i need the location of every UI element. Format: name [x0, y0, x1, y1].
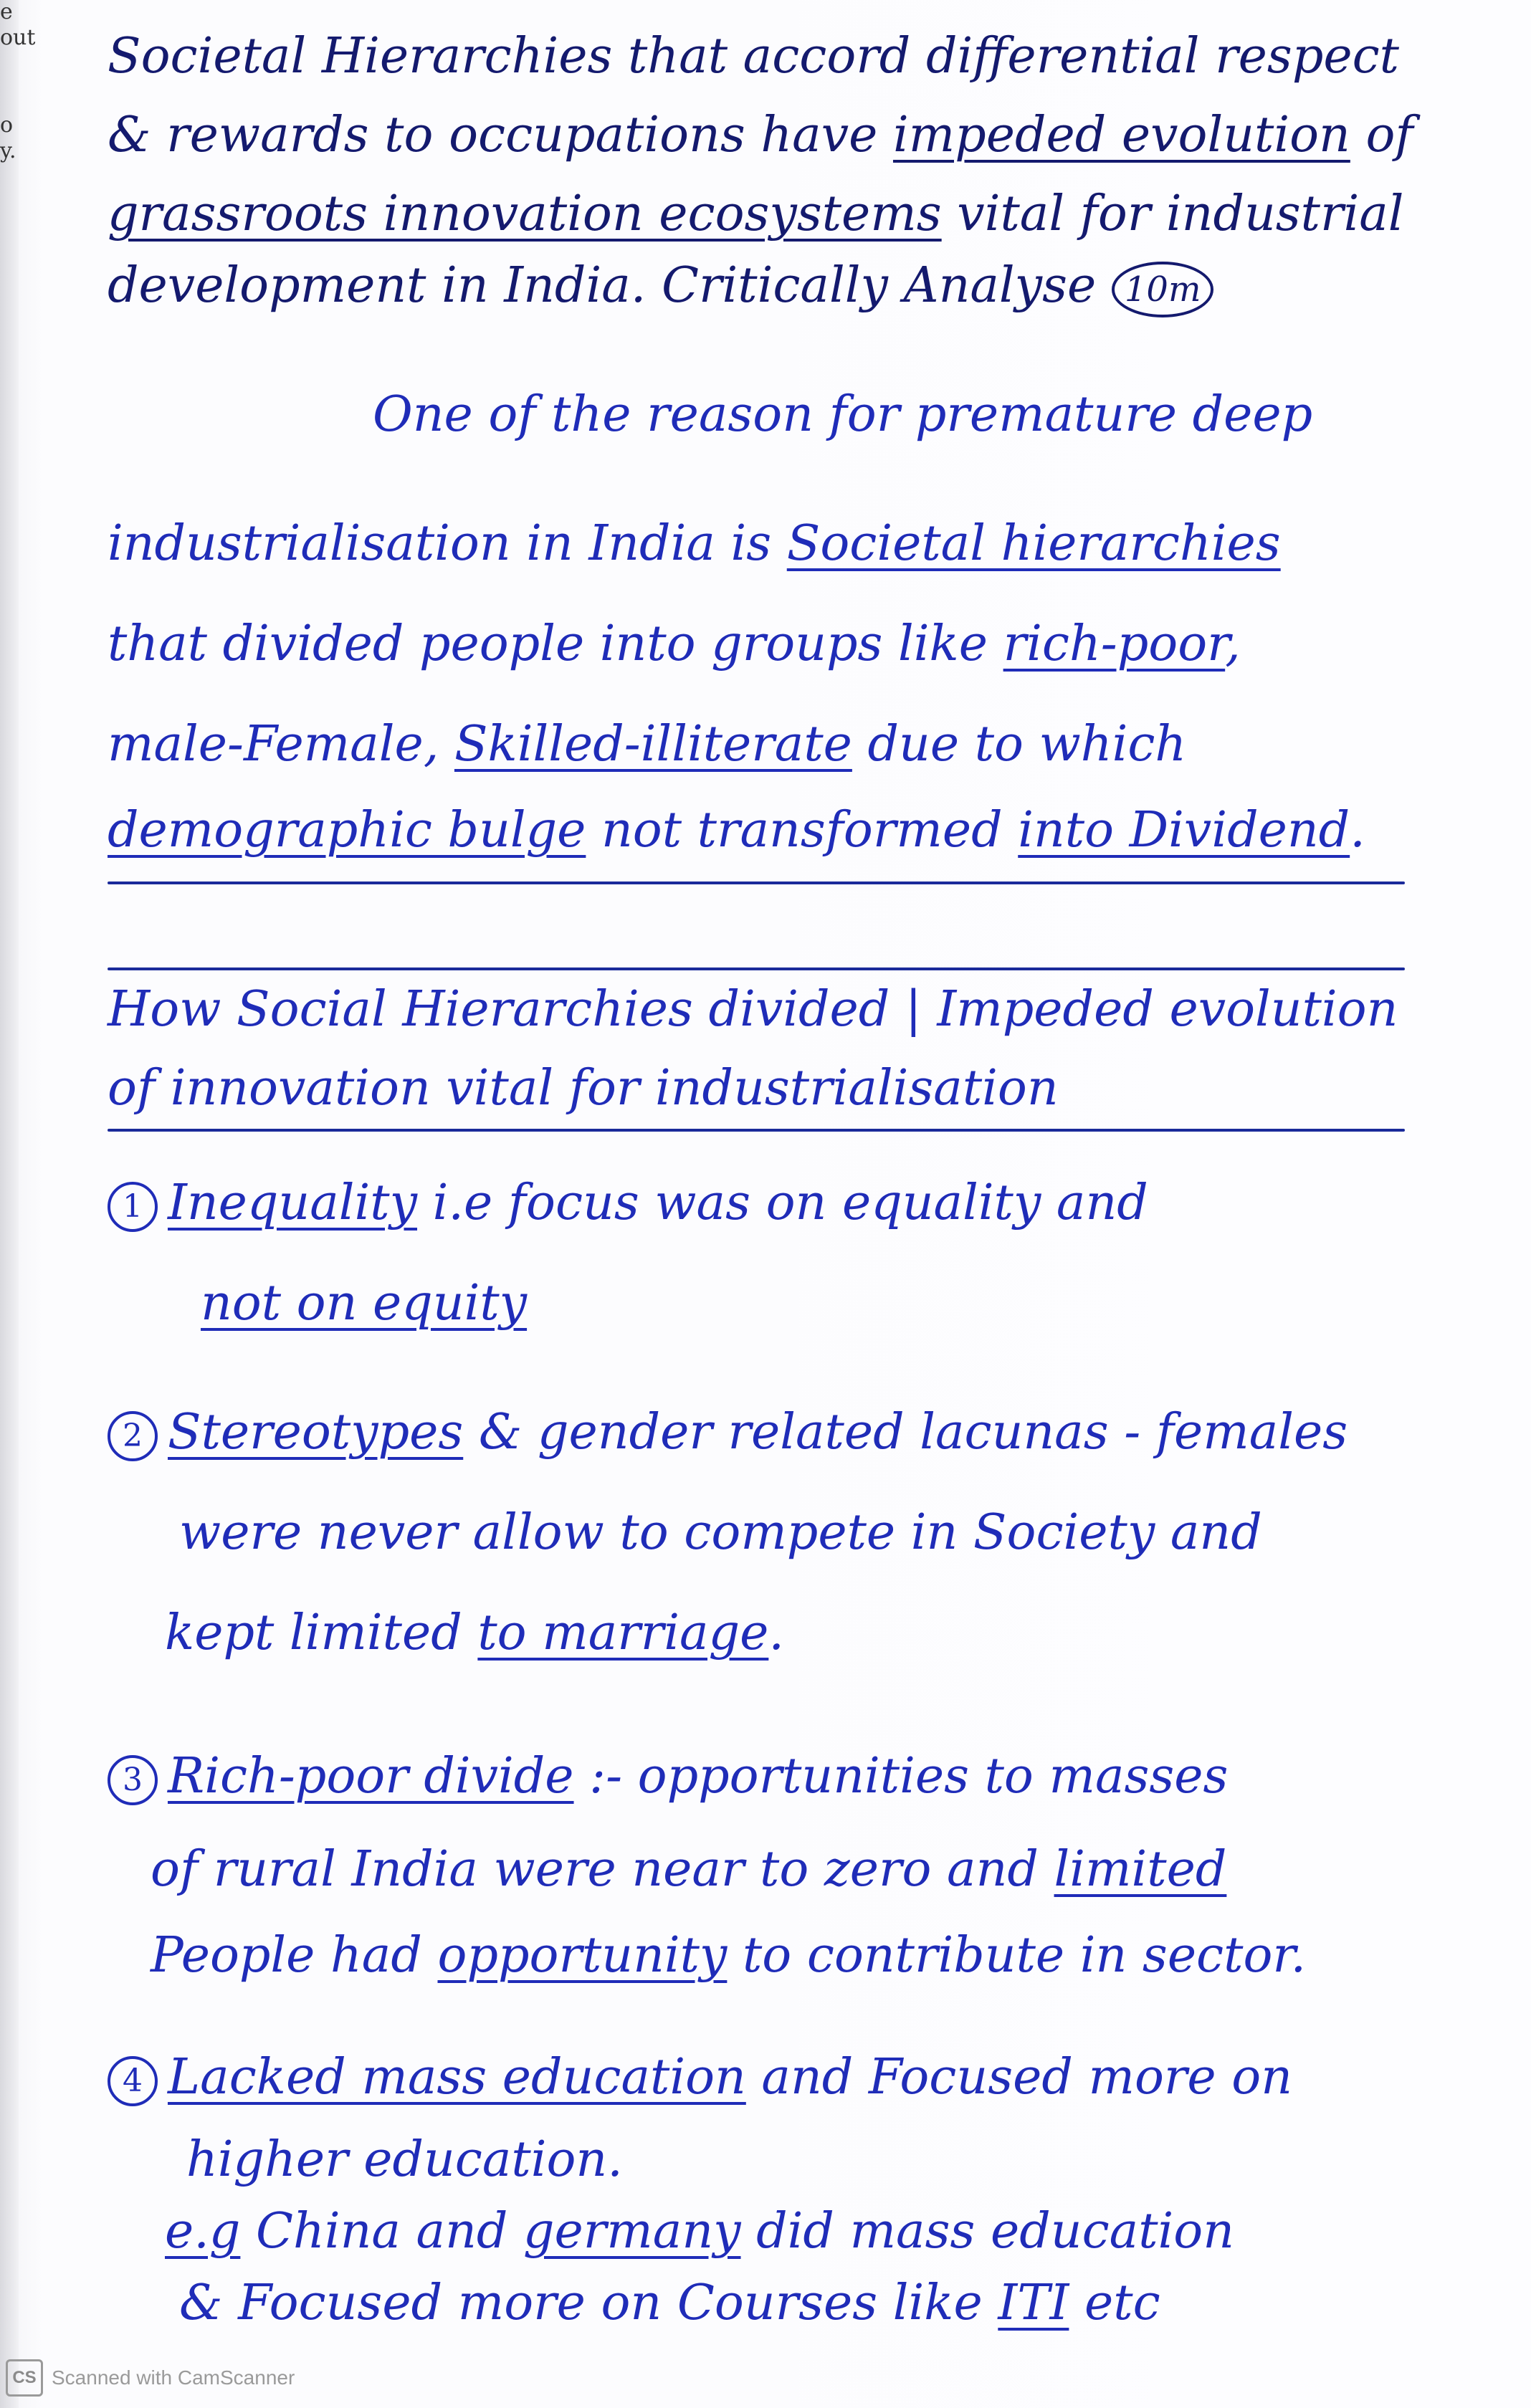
- section-heading: of innovation vital for industrialisation: [108, 1060, 1059, 1117]
- body-text: due to which: [852, 716, 1187, 773]
- body-text: People had: [151, 1927, 438, 1984]
- edge-text-third: o: [0, 113, 14, 138]
- underlined-phrase: impeded evolution: [892, 107, 1350, 163]
- underlined-phrase: to marriage: [477, 1605, 769, 1661]
- body-text: of rural India were near to zero and: [151, 1841, 1054, 1898]
- intro-line-3: [108, 616, 1441, 672]
- underlined-phrase: Stereotypes: [168, 1404, 464, 1461]
- body-text: male-Female,: [108, 716, 454, 773]
- point-2-line-2: [179, 1505, 1512, 1561]
- underlined-phrase: not on equity: [201, 1275, 528, 1332]
- intro-line-5: [108, 803, 1441, 859]
- underlined-phrase: demographic bulge: [108, 802, 586, 859]
- page-edge: [0, 0, 19, 2408]
- point-3-line-2: [151, 1842, 1484, 1898]
- body-text: were never allow to compete in Society and: [179, 1504, 1262, 1561]
- underlined-phrase: germany: [523, 2203, 741, 2260]
- body-text: to contribute in sector.: [727, 1927, 1307, 1984]
- underlined-phrase: limited: [1054, 1841, 1227, 1898]
- underlined-phrase: into Dividend: [1018, 802, 1350, 859]
- body-text: One of the reason for premature deep: [373, 386, 1313, 443]
- body-text: & gender related lacunas - females: [463, 1404, 1348, 1461]
- edge-text-top: e: [0, 0, 13, 24]
- point-number: 1: [108, 1182, 158, 1232]
- underlined-phrase: Inequality: [168, 1175, 418, 1231]
- body-text: :- opportunities to masses: [573, 1748, 1229, 1805]
- body-text: .: [768, 1605, 784, 1661]
- body-text: & Focused more on Courses like: [179, 2275, 998, 2331]
- section-heading: How Social Hierarchies divided | Impeded evolution: [108, 981, 1398, 1038]
- body-text: .: [1350, 802, 1365, 859]
- question-line-4: [108, 258, 1441, 317]
- point-3-line-1: [108, 1749, 1441, 1805]
- point-4-line-2: [186, 2132, 1520, 2188]
- underlined-phrase: Lacked mass education: [168, 2049, 746, 2106]
- point-1-line-2: [201, 1276, 1531, 1332]
- underlined-phrase: rich-poor: [1003, 616, 1226, 672]
- body-text: that divided people into groups like: [108, 616, 1003, 672]
- body-text: ,: [1225, 616, 1241, 672]
- underlined-phrase: grassroots innovation ecosystems: [108, 186, 942, 242]
- question-line-2: [108, 108, 1441, 163]
- question-text: Societal Hierarchies that accord differential respect: [108, 28, 1399, 85]
- underlined-phrase: opportunity: [437, 1927, 728, 1984]
- body-text: higher education.: [186, 2131, 623, 2188]
- divider-rule: [108, 1129, 1405, 1132]
- point-2-line-1: [108, 1405, 1441, 1461]
- point-4-line-4: [179, 2275, 1512, 2331]
- body-text: industrialisation in India is: [108, 515, 787, 572]
- intro-line-4: [108, 717, 1441, 773]
- divider-rule: [108, 882, 1405, 884]
- intro-line-2: [108, 516, 1441, 572]
- question-line-3: [108, 186, 1441, 242]
- question-text: development in India. Critically Analyse: [108, 257, 1097, 314]
- body-text: did mass education: [740, 2203, 1234, 2260]
- question-text: vital for industrial: [941, 186, 1404, 242]
- point-number: 4: [108, 2056, 158, 2106]
- body-text: not transformed: [586, 802, 1019, 859]
- edge-text-fourth: y.: [0, 138, 16, 163]
- body-text: i.e focus was on equality and: [417, 1175, 1148, 1231]
- underlined-phrase: ITI: [998, 2275, 1069, 2331]
- underlined-phrase: Rich-poor divide: [168, 1748, 574, 1805]
- edge-text-second: out: [0, 25, 36, 50]
- camscanner-logo-icon: CS: [6, 2359, 43, 2397]
- point-4-line-3: [165, 2204, 1498, 2260]
- point-number: 2: [108, 1411, 158, 1461]
- watermark-text: Scanned with CamScanner: [52, 2366, 295, 2389]
- underlined-phrase: e.g: [165, 2203, 241, 2260]
- question-line-1: [108, 29, 1441, 85]
- scanner-watermark: [6, 2359, 295, 2397]
- divider-rule: [108, 968, 1405, 970]
- body-text: etc: [1069, 2275, 1160, 2331]
- underlined-phrase: Societal hierarchies: [786, 515, 1281, 572]
- question-text: & rewards to occupations have: [108, 107, 893, 163]
- body-text: kept limited: [165, 1605, 478, 1661]
- point-1-line-1: [108, 1175, 1441, 1232]
- underlined-phrase: Skilled-illiterate: [454, 716, 852, 773]
- point-4-line-1: [108, 2050, 1441, 2106]
- body-text: China and: [240, 2203, 524, 2260]
- point-number: 3: [108, 1755, 158, 1805]
- point-3-line-3: [151, 1928, 1484, 1984]
- body-text: and Focused more on: [745, 2049, 1292, 2106]
- question-text: of: [1350, 107, 1413, 163]
- heading-line-1: [108, 982, 1441, 1038]
- point-2-line-3: [165, 1605, 1498, 1661]
- heading-line-2: [108, 1061, 1441, 1117]
- marks-badge: 10m: [1112, 262, 1214, 317]
- intro-line-1: [373, 387, 1434, 443]
